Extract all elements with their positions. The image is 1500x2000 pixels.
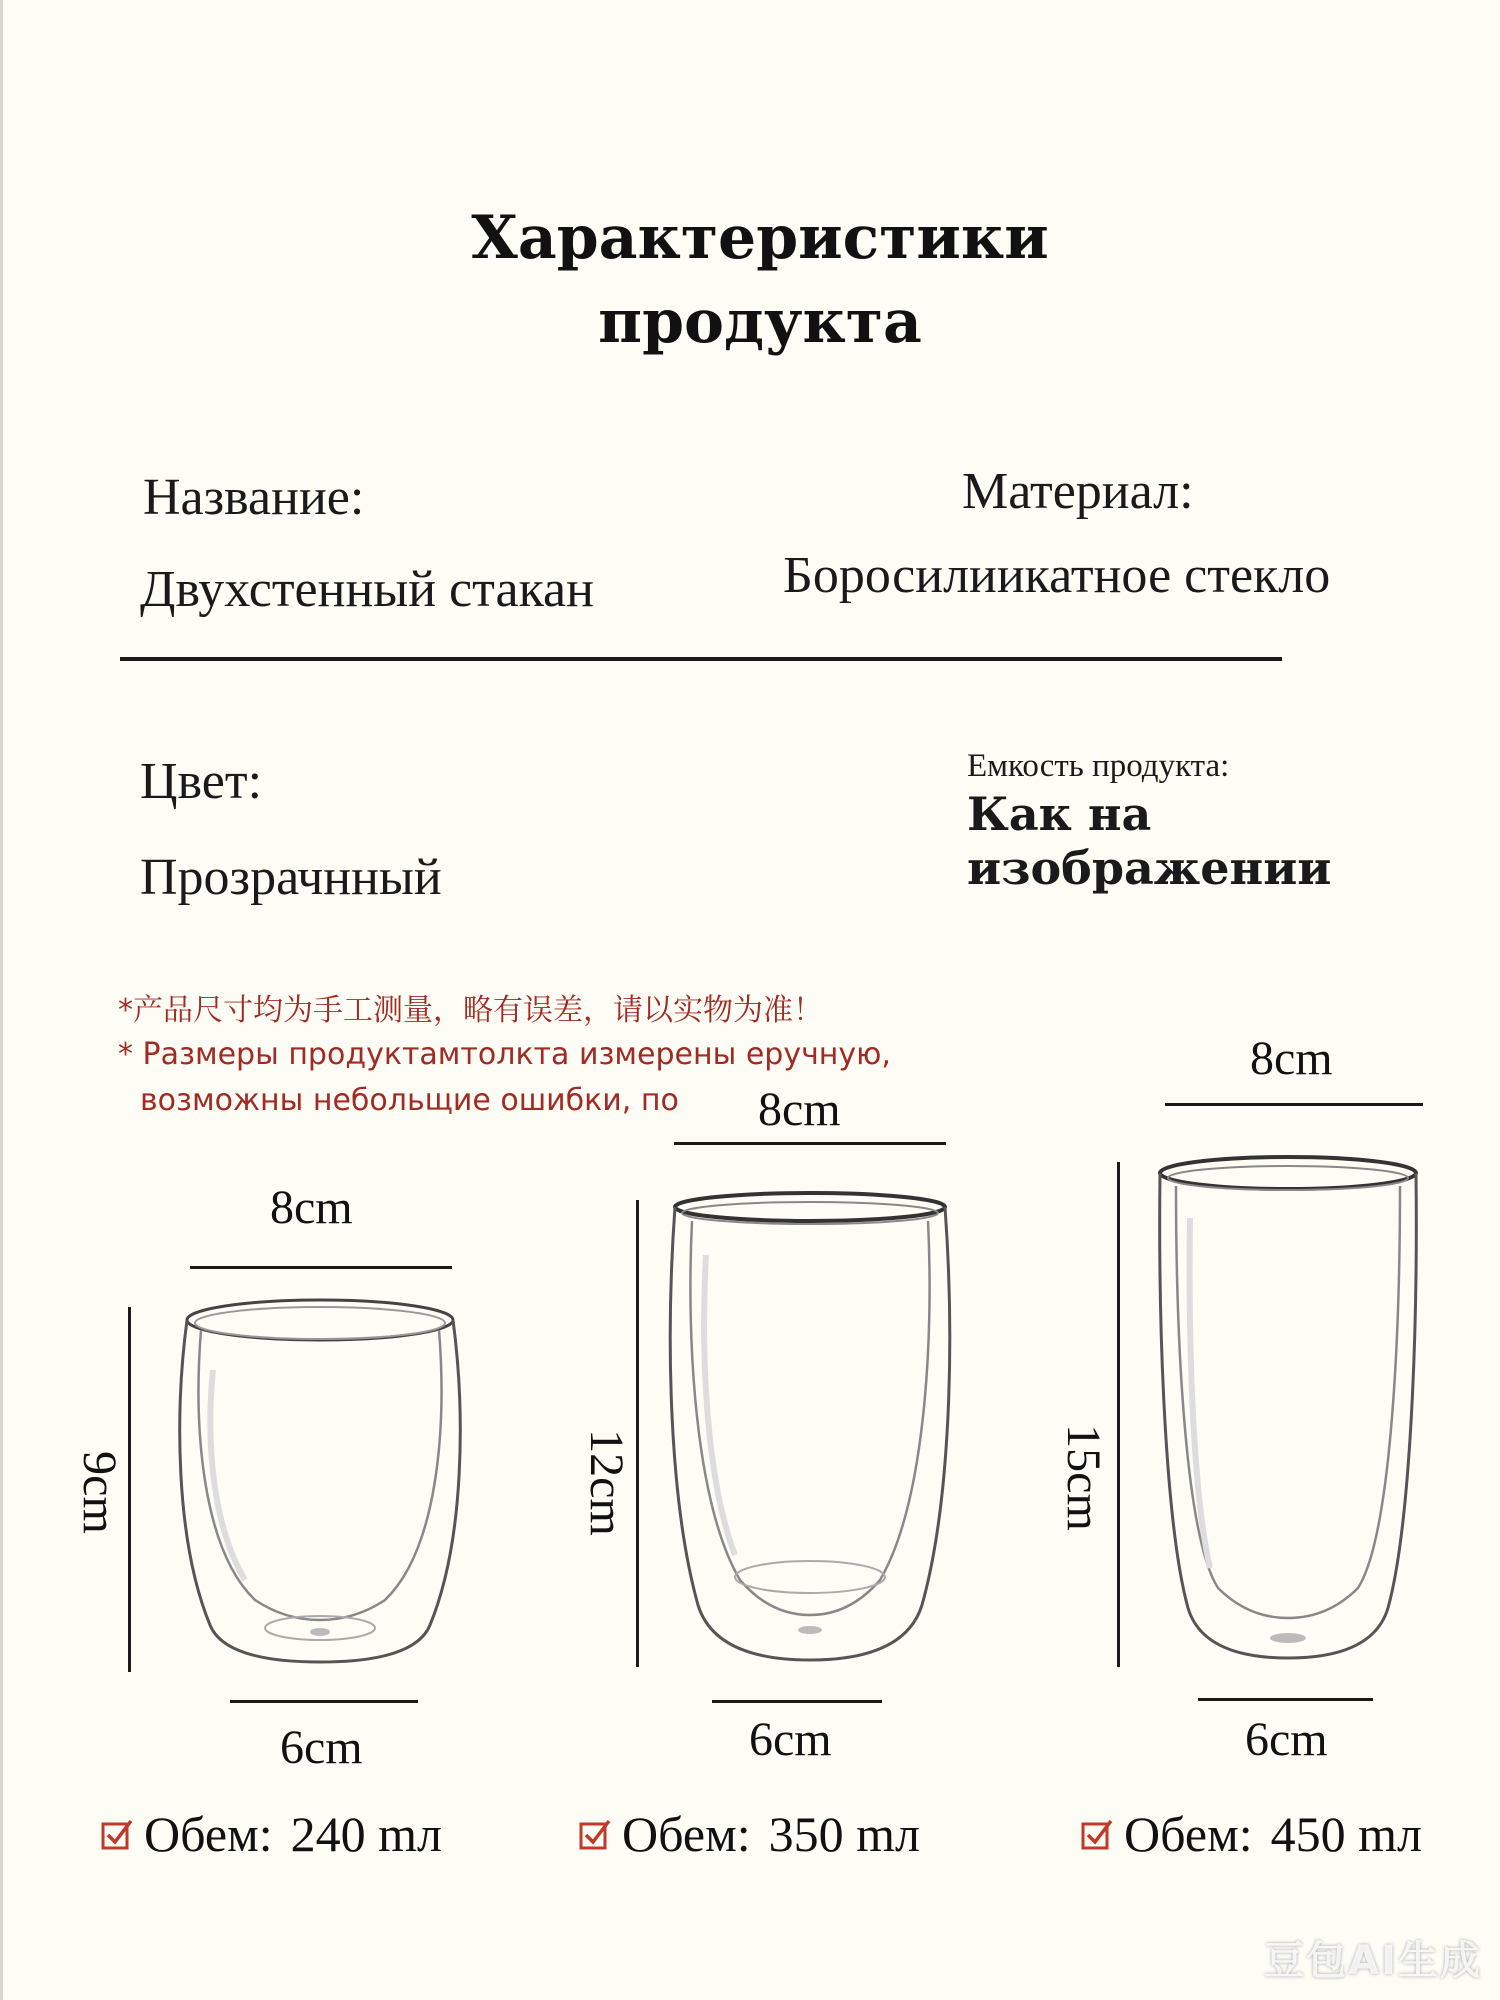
material-value: Боросилиикатное стекло [783,547,1331,604]
glass1-volume [100,1805,442,1863]
measurement-note-cn: *产品尺寸均为手工测量，略有误差，请以实物为准！ [118,993,823,1028]
glass3-height: 15cm [1056,1424,1110,1531]
check-box-icon [1080,1817,1114,1851]
check-box-icon [578,1817,612,1851]
glass2-volume-label: Обем: [622,1806,751,1862]
color-label: Цвет: [140,753,263,810]
glass2-bottom-width: 6cm [749,1713,832,1766]
section-divider [120,657,1282,661]
glass3-bottom-width-line [1198,1698,1373,1701]
material-label: Материал: [962,463,1194,520]
glass3-top-width: 8cm [1250,1032,1333,1085]
glass2-volume [578,1805,920,1863]
glass1-bottom-width-line [230,1700,418,1703]
glass1-top-width: 8cm [270,1181,353,1234]
glass3-height-line [1117,1162,1120,1667]
glass3-volume-value: 450 mл [1270,1806,1422,1862]
glass1-double-wall-glass-icon [165,1290,475,1670]
glass2-top-width: 8cm [758,1083,841,1136]
name-value: Двухстенный стакан [140,561,594,618]
glass1-height-line [128,1307,131,1672]
glass1-height: 9cm [72,1451,126,1534]
page-title-line1: Характеристики [471,203,1049,273]
capacity-label: Емкость продукта: [967,748,1230,784]
glass3-top-width-line [1165,1103,1423,1106]
glass1-bottom-width: 6cm [280,1721,363,1774]
glass1-volume-label: Обем: [144,1806,273,1862]
glass2-volume-value: 350 mл [768,1806,920,1862]
glass1-top-width-line [190,1266,452,1269]
glass2-height: 12cm [579,1429,633,1536]
ai-watermark: 豆包AI生成 [1264,1938,1482,1984]
check-box-icon [100,1817,134,1851]
color-value: Прозрачнный [140,849,442,906]
capacity-value-line2: изображении [967,841,1332,895]
glass1-volume-value: 240 mл [290,1806,442,1862]
measurement-note-ru-line1: * Размеры продуктамтолкта измерены ерyчнyю, [118,1037,891,1072]
glass3-volume [1080,1805,1422,1863]
capacity-value-line1: Как на [967,787,1152,841]
measurement-note-ru-line2: возможны небольщие ошибки, по [140,1083,679,1118]
page-title-line2: продукта [598,287,922,357]
name-label: Название: [143,469,365,526]
glass2-height-line [636,1200,639,1667]
glass3-volume-label: Обем: [1124,1806,1253,1862]
glass3-bottom-width: 6cm [1245,1713,1328,1766]
left-edge-border [0,0,3,2000]
glass3-double-wall-glass-icon [1148,1148,1428,1668]
glass2-top-width-line [674,1142,946,1145]
glass2-double-wall-glass-icon [660,1185,960,1670]
glass2-bottom-width-line [712,1700,882,1703]
